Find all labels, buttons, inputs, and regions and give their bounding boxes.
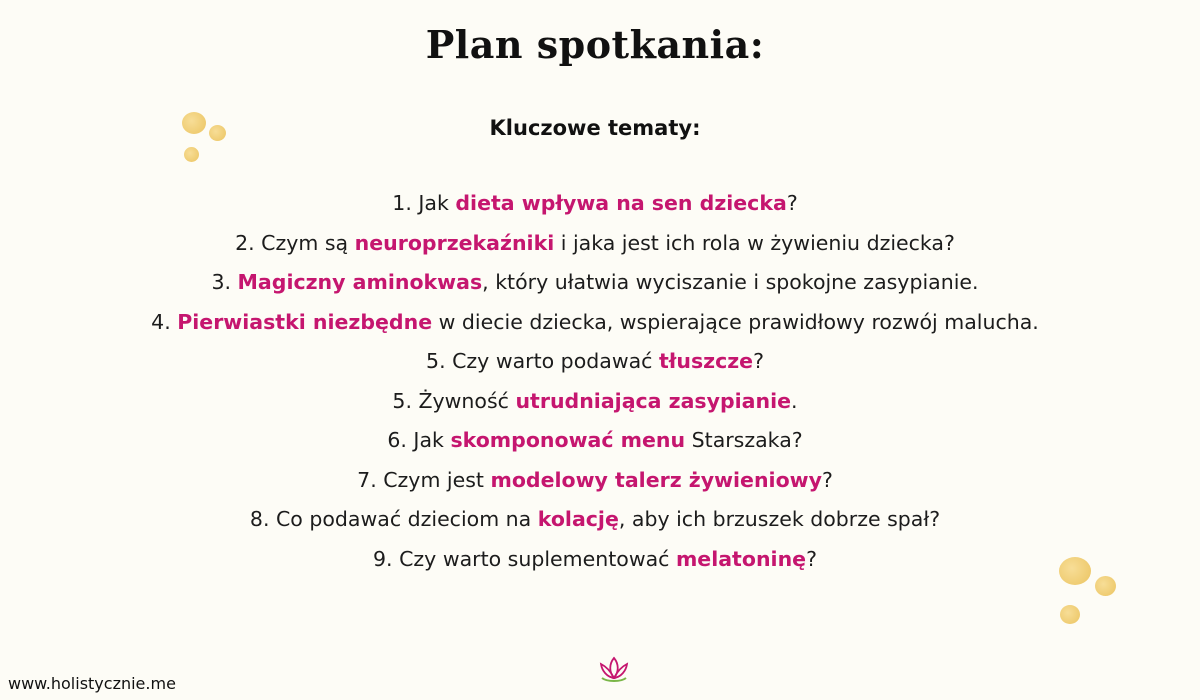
topic-highlight: dieta wpływa na sen dziecka (455, 191, 787, 215)
topic-item (0, 263, 1190, 303)
topic-text-post: w diecie dziecka, wspierające prawidłowy rozwój malucha. (432, 309, 1039, 334)
topic-item (0, 342, 1190, 382)
section-subtitle: Kluczowe tematy: (489, 116, 701, 140)
topic-highlight: melatoninę (675, 546, 807, 571)
topic-text-pre: 7. Czym jest (357, 467, 491, 492)
topic-item (0, 224, 1190, 264)
decorative-dot (1095, 576, 1116, 596)
topic-text-post: Starszaka? (685, 428, 803, 452)
decorative-dot (209, 125, 226, 141)
topic-highlight: Magiczny aminokwas (237, 270, 483, 294)
topic-list (0, 184, 1190, 579)
topic-item (0, 461, 1190, 501)
topic-text-post: . (791, 388, 798, 413)
topic-text-pre: 9. Czy warto suplementować (373, 546, 676, 571)
decorative-dot (1060, 605, 1080, 624)
topic-highlight: kolację (537, 507, 619, 531)
topic-text-pre: 5. Czy warto podawać (426, 349, 659, 373)
topic-text-post: , który ułatwia wyciszanie i spokojne zasypianie. (482, 270, 979, 294)
topic-highlight: Pierwiastki niezbędne (177, 309, 433, 334)
topic-highlight: neuroprzekaźniki (354, 230, 555, 255)
topic-highlight: modelowy talerz żywieniowy (490, 467, 822, 492)
topic-highlight: skomponować menu (450, 428, 686, 452)
topic-item (0, 184, 1190, 224)
topic-text-pre: 1. Jak (392, 191, 456, 215)
topic-highlight: utrudniająca zasypianie (515, 388, 792, 413)
decorative-dots-bottom-right (1055, 555, 1120, 627)
topic-text-post: ? (806, 546, 817, 571)
topic-item (0, 540, 1190, 580)
topic-text-pre: 3. (211, 270, 238, 294)
topic-text-pre: 4. (151, 309, 178, 334)
page-title: Plan spotkania: (425, 22, 765, 67)
topic-text-post: , aby ich brzuszek dobrze spał? (618, 507, 941, 531)
topic-text-post: ? (821, 467, 833, 492)
topic-item (0, 382, 1190, 422)
topic-text-post: i jaka jest ich rola w żywieniu dziecka? (554, 230, 955, 255)
topic-text-pre: 2. Czym są (235, 230, 355, 255)
decorative-dot (184, 147, 199, 162)
topic-highlight: tłuszcze (658, 349, 754, 373)
decorative-dot (182, 112, 206, 134)
topic-item (0, 303, 1190, 343)
lotus-icon (597, 656, 631, 684)
topic-text-pre: 5. Żywność (392, 388, 516, 413)
topic-text-pre: 6. Jak (387, 428, 451, 452)
topic-text-pre: 8. Co podawać dzieciom na (249, 507, 538, 531)
topic-text-post: ? (786, 191, 798, 215)
topic-item (0, 500, 1190, 540)
decorative-dot (1059, 557, 1091, 585)
decorative-dots-top-left (180, 110, 230, 165)
website-url: www.holistycznie.me (8, 674, 176, 693)
topic-text-post: ? (753, 349, 764, 373)
topic-item (0, 421, 1190, 461)
